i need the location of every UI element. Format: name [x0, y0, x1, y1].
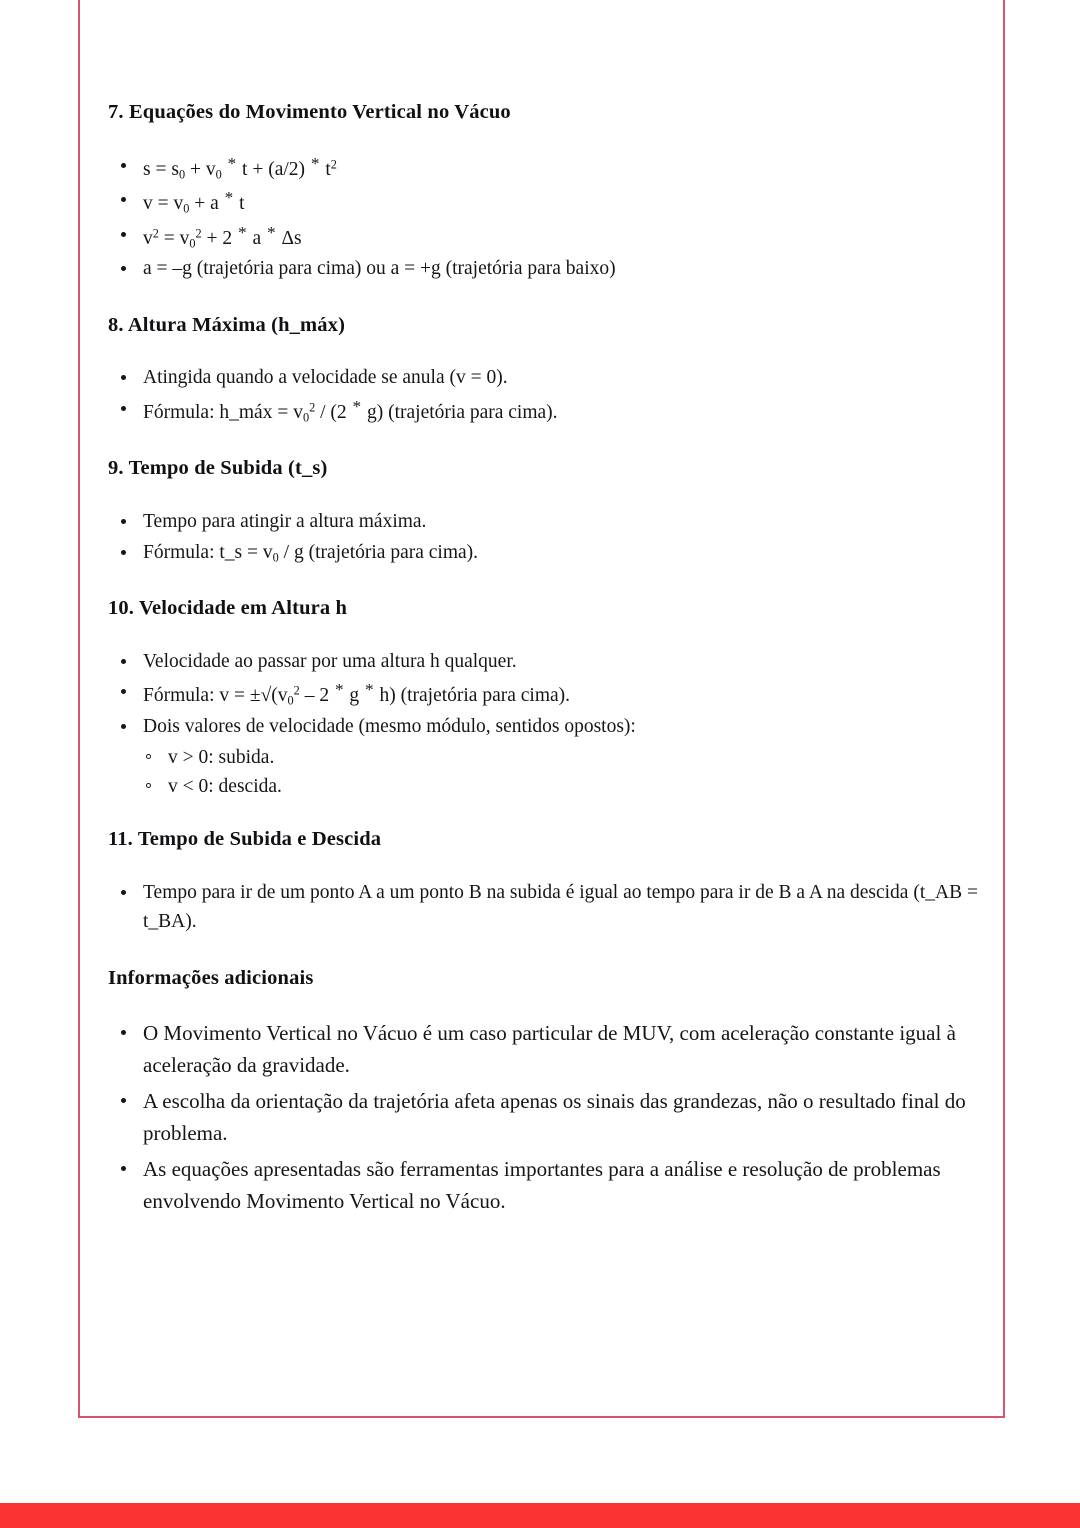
- section-heading-8: 8. Altura Máxima (h_máx): [108, 313, 346, 336]
- list-item: v < 0: descida.: [132, 772, 978, 801]
- section-heading-10: 10. Velocidade em Altura h: [108, 597, 348, 620]
- formula-list-7: [108, 151, 978, 284]
- document-content: [108, 100, 978, 1221]
- formula-list-10: [108, 647, 978, 742]
- list-item: $s = s_0 + v_0 * t + (a/2) * t^2$: [108, 151, 978, 184]
- list-item: Dois valores de velocidade (mesmo módulo, sentidos opostos):: [108, 712, 978, 742]
- list-item: Tempo para atingir a altura máxima.: [108, 507, 978, 537]
- additional-info-list: [108, 1017, 978, 1218]
- velocity-sign-sublist: [108, 743, 978, 802]
- section-heading-additional-info: Informações adicionais: [108, 966, 314, 989]
- list-item: As equações apresentadas são ferramentas importantes para a análise e resolução de problemas envolvendo Movimento Vertical no Vácuo.: [108, 1153, 978, 1218]
- list-item: $v^2 = v_0^2 + 2 * a * \Delta s$: [108, 220, 978, 253]
- section-heading-9: 9. Tempo de Subida (t_s): [108, 457, 328, 480]
- list-item: a = –g (trajetória para cima) ou a = +g (trajetória para baixo): [108, 254, 978, 284]
- bottom-accent-bar: [0, 1503, 1080, 1528]
- list-item: O Movimento Vertical no Vácuo é um caso particular de MUV, com aceleração constante igual à aceleração da gravidade.: [108, 1017, 978, 1082]
- list-item: v > 0: subida.: [132, 743, 978, 772]
- list-item: Tempo para ir de um ponto A a um ponto B na subida é igual ao tempo para ir de B a A na descida (t_AB = t_BA).: [108, 878, 978, 937]
- list-item: $v = v_0 + a * t$: [108, 185, 978, 218]
- list-item: A escolha da orientação da trajetória afeta apenas os sinais das grandezas, não o resultado final do problema.: [108, 1085, 978, 1150]
- section-heading-11: 11. Tempo de Subida e Descida: [108, 828, 382, 851]
- list-item: Velocidade ao passar por uma altura h qualquer.: [108, 647, 978, 677]
- formula-list-9: [108, 507, 978, 567]
- list-item: Fórmula: h_máx = $v_0^2 / (2 * g)$ (trajetória para cima).: [108, 394, 978, 427]
- list-item: Atingida quando a velocidade se anula (v = 0).: [108, 363, 978, 393]
- list-item: Fórmula: t_s = $v_0$ / g (trajetória para cima).: [108, 538, 978, 568]
- formula-list-11: [108, 878, 978, 937]
- section-heading-7: 7. Equações do Movimento Vertical no Vácuo: [108, 101, 511, 123]
- list-item: Fórmula: $v = \pm√(v_0^2 - 2 * g * h)$ (trajetória para cima).: [108, 677, 978, 710]
- formula-list-8: [108, 363, 978, 427]
